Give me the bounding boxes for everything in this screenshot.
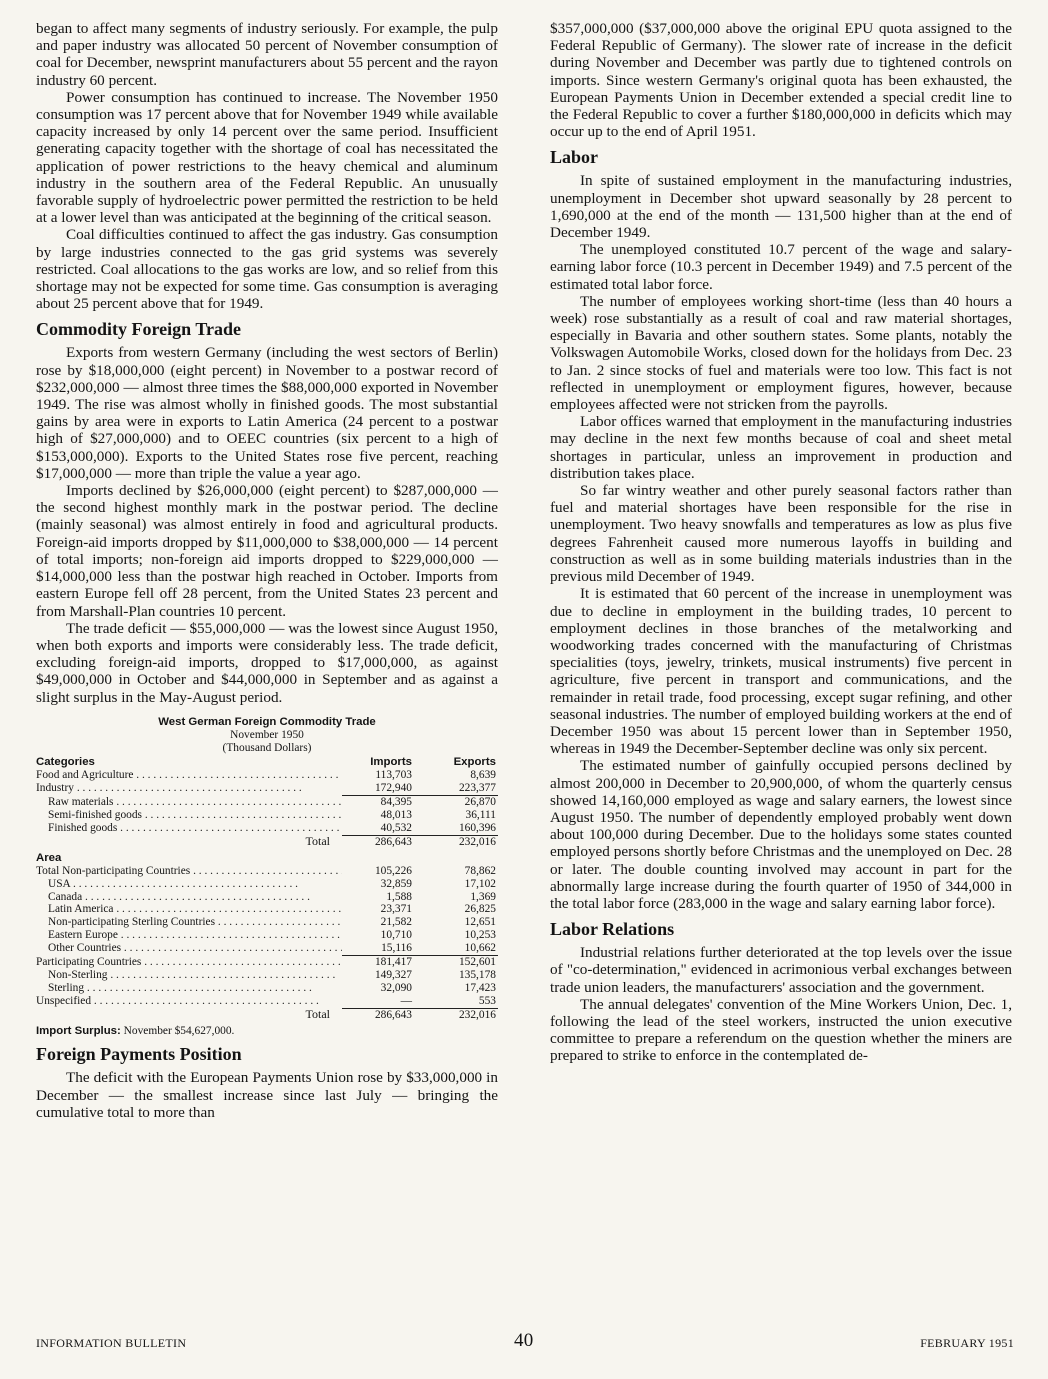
paragraph: It is estimated that 60 percent of the increase in unemployment was due to decline in employment in the building trades, 10 percent to employment declines in those branches of the metalworking and woodworking trades concerned with the manufacturing of Christmas specialities (toys, jewelry, trinkets, musical instruments) five percent in agriculture, five percent in transport and communications, and the remainder in retail trade, food processing, except sugar refining, and other seasonal industries. The number of employed building workers at the end of December 1950 was about 15 percent lower than in September 1950, whereas in 1949 the December-September decline was only six percent.	[550, 585, 1012, 758]
paragraph: The annual delegates' convention of the Mine Workers Union, Dec. 1, following the lead of the steel workers, instructed the union executive committee to prepare a referendum on the question whether the miners are prepared to strike to enforce in the contemplated de-	[550, 995, 1012, 1065]
table-row	[36, 809, 498, 822]
total-label: Total	[305, 834, 330, 848]
exports-cell: 223,377	[458, 782, 496, 795]
paragraph: The deficit with the European Payments Union rose by $33,000,000 in December — the smallest increase since last July — bringing the cumulative total to more than	[36, 1069, 498, 1121]
imports-cell: 10,710	[380, 929, 412, 942]
table-footnote	[36, 1025, 498, 1038]
imports-cell: 1,588	[386, 890, 412, 903]
table-row	[36, 822, 498, 835]
exports-cell: 78,862	[464, 864, 496, 877]
row-label: Finished goods . . .	[36, 822, 342, 835]
row-label: Participating Countries . . .	[36, 956, 342, 969]
row-label: Latin America . . .	[36, 903, 342, 916]
paragraph: Imports declined by $26,000,000 (eight percent) to $287,000,000 — the second highest monthly mark in the postwar period. The decline (mainly seasonal) was almost entirely in food and agricultural products. Foreign-aid imports dropped by $11,000,000 to $38,000,000 — 14 percent of total imports; non-foreign aid imports dropped to $229,000,000 — $14,000,000 less than the postwar high reached in October. Imports from eastern Europe fell off 28 percent, from the United States 23 percent and from Marshall-Plan countries 10 percent.	[36, 482, 498, 620]
table-subtitle: (Thousand Dollars)	[222, 741, 312, 754]
exports-cell: 36,111	[465, 809, 496, 822]
section-heading-labor-relations: Labor Relations	[550, 919, 675, 940]
row-label: Non-Sterling . . .	[36, 969, 342, 982]
exports-total: 232,016	[414, 1008, 498, 1022]
exports-cell: 10,253	[464, 929, 496, 942]
row-label: Sterling . . .	[36, 982, 342, 995]
page-number: 40	[514, 1330, 534, 1351]
row-label: USA . . .	[36, 878, 342, 891]
column-header-categories: Categories	[36, 756, 95, 769]
paragraph: $357,000,000 ($37,000,000 above the original EPU quota assigned to the Federal Republic of Germany). The slower rate of increase in the deficit during November and December was partly due to tightened controls on imports. Since western Germany's original quota has been exhausted, the European Payments Union in December extended a special credit line to the Federal Republic to cover a further $180,000,000 in deficits which may occur up to the end of April 1951.	[550, 20, 1012, 141]
imports-total: 286,643	[342, 1008, 414, 1022]
trade-table	[36, 716, 498, 1038]
exports-cell: 17,102	[464, 877, 496, 890]
imports-cell: 113,703	[375, 769, 412, 782]
imports-cell: 48,013	[380, 809, 412, 822]
table-section-label-area: Area	[36, 851, 62, 864]
table-row	[36, 929, 498, 942]
imports-cell: 32,090	[380, 981, 412, 994]
table-row	[36, 769, 498, 782]
imports-cell: 21,582	[380, 916, 412, 929]
table-row	[36, 982, 498, 995]
imports-cell: 149,327	[374, 968, 412, 981]
paragraph: The number of employees working short-time (less than 40 hours a week) rose substantially as a result of coal and raw material shortages, especially in Bavaria and other southern states. Some plants, notably the Volkswagen Automobile Works, closed down for the holidays from Dec. 23 to Jan. 2 since stocks of fuel and materials were too low. This fact is not reflected in unemployment or employment figures, however, because employees affected were not stricken from the payrolls.	[550, 292, 1012, 414]
paragraph: The trade deficit — $55,000,000 — was the lowest since August 1950, when both exports and imports were considerably less. The trade deficit, excluding foreign-aid imports, dropped to $17,000,000, as against $49,000,000 in October and $44,000,000 in September and as against a slight surplus in the May-August period.	[36, 619, 498, 706]
total-label: Total	[305, 1007, 330, 1021]
table-header	[36, 756, 498, 769]
paragraph: The unemployed constituted 10.7 percent of the wage and salary-earning labor force (10.3 percent in December 1949) and 7.5 percent of the estimated total labor force.	[550, 241, 1012, 293]
footnote-text: November $54,627,000.	[123, 1024, 235, 1037]
paragraph: The estimated number of gainfully occupied persons declined by almost 200,000 in December to 20,900,000, of whom the quarterly census showed 14,160,000 employed as wage and salary earners, the lowest since August 1950. The number of dependently employed probably went down about 100,000 during December. Due to the holidays some states counted employed persons shortly before Christmas and the unemployed on Dec. 28 or later. The double counting involved may account in part for the abnormally large increase during the fourth quarter of 1950 of 344,000 in the total labor force (283,000 in the wage and salary earning labor force).	[550, 757, 1012, 912]
paragraph: Coal difficulties continued to affect the gas industry. Gas consumption by large industries connected to the gas grid systems was severely restricted. Coal allocations to the gas works are low, and so relief from this shortage may not be expected for some time. Gas consumption is averaging about 25 percent above that for 1949.	[36, 226, 498, 313]
table-row	[36, 969, 498, 982]
row-label: Semi-finished goods . . .	[36, 809, 342, 822]
exports-cell: 135,178	[458, 968, 496, 981]
section-heading-labor: Labor	[550, 147, 599, 168]
imports-cell: 105,226	[374, 864, 412, 877]
paragraph: In spite of sustained employment in the manufacturing industries, unemployment in December shot upward seasonally by 28 percent to 1,690,000 at the end of the month — 131,500 higher than at the end of December 1949.	[550, 172, 1012, 242]
row-label: Total Non-participating Countries . . .	[36, 865, 342, 878]
imports-cell: 172,940	[374, 782, 412, 795]
paragraph: Labor offices warned that employment in the manufacturing industries may decline in the next few months because of coal and sheet metal shortages in particular, unless an improvement in production and distribution takes place.	[550, 413, 1012, 482]
exports-cell: 8,639	[470, 769, 496, 782]
row-label: Food and Agriculture . . .	[36, 769, 342, 782]
row-label: Raw materials . . .	[36, 796, 342, 809]
imports-cell: 23,371	[380, 903, 412, 916]
imports-cell: 84,395	[342, 795, 414, 809]
footer-date: FEBRUARY 1951	[920, 1336, 1014, 1350]
right-column	[550, 20, 1012, 1065]
exports-cell: 553	[478, 994, 496, 1007]
paragraph: Industrial relations further deteriorated at the top levels over the issue of "co-determination," evidenced in acrimonious verbal exchanges between trade union leaders, the manufacturers' association and the government.	[550, 944, 1012, 996]
column-header-imports: Imports	[370, 756, 412, 769]
exports-cell: 26,825	[464, 903, 496, 916]
table-row	[36, 782, 498, 795]
table-row	[36, 795, 498, 809]
imports-total: 286,643	[342, 835, 414, 849]
table-row	[36, 903, 498, 916]
footnote-label: Import Surplus:	[36, 1024, 121, 1037]
row-label: Canada . . .	[36, 891, 342, 904]
exports-cell: 10,662	[464, 942, 496, 955]
exports-cell: 152,601	[414, 955, 498, 969]
table-row	[36, 865, 498, 878]
table-subtitle: November 1950	[230, 728, 304, 741]
footer-publication: INFORMATION BULLETIN	[36, 1336, 187, 1350]
column-header-exports: Exports	[453, 756, 496, 769]
paragraph: Power consumption has continued to increase. The November 1950 consumption was 17 percent above that for November 1949 while available capacity increased by only 14 percent over the same period. Insufficient generating capacity together with the shortage of coal has necessitated the application of power restrictions to the heavy chemical and aluminum industry in the southern area of the Federal Republic. An unusually favorable supply of hydroelectric power permitted the restriction to be held at a lower level than was anticipated at the beginning of the critical season.	[36, 88, 498, 227]
imports-cell: 15,116	[381, 942, 412, 955]
imports-cell: 32,859	[380, 877, 412, 890]
section-heading-foreign-payments-position: Foreign Payments Position	[36, 1044, 242, 1065]
table-total-row	[36, 1008, 498, 1022]
row-label: Unspecified . . .	[36, 995, 342, 1008]
exports-total: 232,016	[414, 835, 498, 849]
left-column	[36, 20, 498, 1121]
table-total-row	[36, 835, 498, 849]
section-heading-commodity-foreign-trade: Commodity Foreign Trade	[36, 319, 241, 340]
imports-cell: 181,417	[342, 955, 414, 969]
exports-cell: 160,396	[458, 821, 496, 834]
imports-cell: —	[400, 994, 412, 1007]
row-label: Non-participating Sterling Countries . . .	[36, 916, 342, 929]
paragraph: Exports from western Germany (including the west sectors of Berlin) rose by $18,000,000 (eight percent) in November to a postwar record of $232,000,000 — almost three times the $88,000,000 exported in November 1949. The rise was almost wholly in finished goods. The most substantial gains by area were in exports to Latin America (24 percent to a postwar high of $27,000,000) and to OEEC countries (six percent to a high of $153,000,000). Exports to the United States rose five percent, reaching $17,000,000 — more than triple the value a year ago.	[36, 344, 498, 482]
paragraph: So far wintry weather and other purely seasonal factors rather than fuel and material shortages have been responsible for the rise in unemployment. Two heavy snowfalls and temperatures as low as plus five degrees Fahrenheit caused more numerous layoffs in building and construction as well as in some building materials industries than in the previous mild December of 1949.	[550, 482, 1012, 586]
exports-cell: 12,651	[464, 916, 496, 929]
imports-cell: 40,532	[380, 821, 412, 834]
exports-cell: 17,423	[464, 981, 496, 994]
row-label: Industry . . .	[36, 782, 342, 795]
table-row	[36, 878, 498, 891]
row-label: Other Countries . . .	[36, 942, 342, 955]
exports-cell: 26,870	[414, 795, 498, 809]
table-row	[36, 891, 498, 904]
table-row	[36, 916, 498, 929]
paragraph: began to affect many segments of industry seriously. For example, the pulp and paper industry was allocated 50 percent of November consumption of coal for December, newsprint manufacturers about 55 percent and the rayon industry 60 percent.	[36, 20, 498, 89]
table-row	[36, 995, 498, 1008]
table-title: West German Foreign Commodity Trade	[158, 715, 376, 728]
row-label: Eastern Europe . . .	[36, 929, 342, 942]
exports-cell: 1,369	[470, 890, 496, 903]
table-row	[36, 955, 498, 969]
table-row	[36, 942, 498, 955]
